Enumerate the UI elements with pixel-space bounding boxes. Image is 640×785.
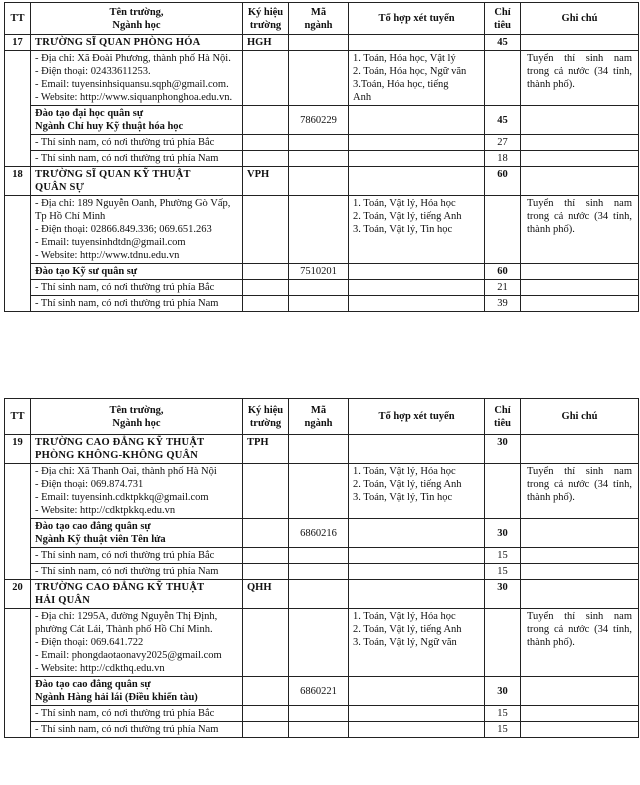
breakdown-quota: 21 bbox=[485, 280, 521, 296]
empty-cell bbox=[289, 196, 349, 264]
empty-cell bbox=[289, 35, 349, 51]
program-name bbox=[31, 677, 243, 706]
breakdown-label: - Thí sinh nam, có nơi thường trú phía Nam bbox=[31, 296, 243, 312]
breakdown-quota: 15 bbox=[485, 722, 521, 738]
empty-cell bbox=[521, 722, 639, 738]
combination-line: 1. Toán, Vật lý, Hóa học bbox=[353, 466, 456, 477]
empty-cell bbox=[243, 548, 289, 564]
quota-breakdown-row bbox=[5, 548, 639, 564]
empty-cell bbox=[243, 296, 289, 312]
empty-cell bbox=[289, 151, 349, 167]
empty-cell bbox=[521, 106, 639, 135]
empty-cell bbox=[243, 564, 289, 580]
program-line: Ngành Chỉ huy Kỹ thuật hóa học bbox=[35, 121, 184, 132]
header-note: Ghi chú bbox=[521, 399, 639, 435]
header-tt: TT bbox=[5, 3, 31, 35]
program-line: Ngành Kỹ thuật viên Tên lửa bbox=[35, 534, 166, 545]
header-school: Tên trường, Ngành học bbox=[31, 399, 243, 435]
major-code: 7510201 bbox=[289, 264, 349, 280]
empty-cell bbox=[289, 564, 349, 580]
empty-cell bbox=[521, 580, 639, 609]
contact-line: - Địa chỉ: Xã Thanh Oai, thành phố Hà Nội bbox=[35, 466, 217, 477]
header-note: Ghi chú bbox=[521, 3, 639, 35]
empty-cell bbox=[289, 435, 349, 464]
major-code: 6860216 bbox=[289, 519, 349, 548]
subject-combinations bbox=[349, 196, 485, 264]
subject-combinations bbox=[349, 464, 485, 519]
program-row bbox=[5, 106, 639, 135]
school-name bbox=[31, 35, 243, 51]
header-tt: TT bbox=[5, 399, 31, 435]
contact-line: - Địa chỉ: 189 Nguyễn Oanh, Phường Gò Vấp, Tp Hồ Chí Minh bbox=[35, 198, 231, 222]
empty-cell bbox=[243, 609, 289, 677]
empty-cell bbox=[485, 609, 521, 677]
header-quota: Chỉ tiêu bbox=[485, 3, 521, 35]
empty-cell bbox=[349, 135, 485, 151]
school-index: 18 bbox=[5, 167, 31, 196]
combination-line: 3.Toán, Hóa học, tiếng bbox=[353, 79, 449, 90]
program-line: Đào tạo cao đẳng quân sự bbox=[35, 679, 151, 690]
empty-cell bbox=[521, 151, 639, 167]
empty-cell bbox=[289, 280, 349, 296]
empty-cell bbox=[243, 135, 289, 151]
empty-cell bbox=[349, 106, 485, 135]
empty-cell bbox=[521, 519, 639, 548]
breakdown-quota: 15 bbox=[485, 548, 521, 564]
empty-cell bbox=[349, 722, 485, 738]
program-line: Đào tạo đại học quân sự bbox=[35, 108, 144, 119]
admission-note: Tuyển thí sinh nam trong cả nước (34 tỉnh, thành phố). bbox=[521, 196, 639, 264]
empty-cell bbox=[349, 677, 485, 706]
breakdown-label: - Thí sinh nam, có nơi thường trú phía Bắc bbox=[31, 548, 243, 564]
school-index: 17 bbox=[5, 35, 31, 51]
empty-cell bbox=[243, 106, 289, 135]
quota-breakdown-row bbox=[5, 296, 639, 312]
subject-combinations bbox=[349, 609, 485, 677]
header-combo: Tổ hợp xét tuyển bbox=[349, 3, 485, 35]
empty-cell bbox=[521, 167, 639, 196]
program-line: Đào tạo Kỹ sư quân sự bbox=[35, 266, 138, 277]
school-name-line: PHÒNG KHÔNG-KHÔNG QUÂN bbox=[35, 450, 199, 461]
header-school: Tên trường, Ngành học bbox=[31, 3, 243, 35]
empty-cell bbox=[243, 464, 289, 519]
combination-line: 2. Toán, Hóa học, Ngữ văn bbox=[353, 66, 467, 77]
program-quota: 60 bbox=[485, 264, 521, 280]
school-name-line: TRƯỜNG SĨ QUAN KỸ THUẬT bbox=[35, 169, 191, 180]
empty-cell bbox=[349, 167, 485, 196]
empty-cell bbox=[521, 564, 639, 580]
program-name bbox=[31, 264, 243, 280]
empty-cell bbox=[243, 196, 289, 264]
empty-cell bbox=[349, 564, 485, 580]
school-name-line: TRƯỜNG CAO ĐẲNG KỸ THUẬT bbox=[35, 582, 205, 593]
header-combo: Tổ hợp xét tuyển bbox=[349, 399, 485, 435]
school-quota: 45 bbox=[485, 35, 521, 51]
program-row bbox=[5, 677, 639, 706]
empty-cell bbox=[5, 464, 31, 580]
combination-line: 1. Toán, Vật lý, Hóa học bbox=[353, 198, 456, 209]
admission-note: Tuyển thí sinh nam trong cả nước (34 tỉnh, thành phố). bbox=[521, 609, 639, 677]
contact-line: - Điện thoại: 02433611253. bbox=[35, 66, 151, 77]
quota-breakdown-row bbox=[5, 135, 639, 151]
empty-cell bbox=[349, 548, 485, 564]
header-quota: Chỉ tiêu bbox=[485, 399, 521, 435]
empty-cell bbox=[521, 296, 639, 312]
combination-line: Anh bbox=[353, 92, 372, 103]
empty-cell bbox=[243, 51, 289, 106]
school-quota: 60 bbox=[485, 167, 521, 196]
breakdown-label: - Thí sinh nam, có nơi thường trú phía Bắc bbox=[31, 706, 243, 722]
admissions-table-2 bbox=[4, 398, 639, 738]
school-quota: 30 bbox=[485, 435, 521, 464]
program-quota: 45 bbox=[485, 106, 521, 135]
empty-cell bbox=[243, 280, 289, 296]
empty-cell bbox=[289, 548, 349, 564]
empty-cell bbox=[521, 548, 639, 564]
contact-line: - Điện thoại: 069.874.731 bbox=[35, 479, 144, 490]
breakdown-label: - Thí sinh nam, có nơi thường trú phía Nam bbox=[31, 564, 243, 580]
school-name-line: TRƯỜNG SĨ QUAN PHÒNG HÓA bbox=[35, 37, 201, 48]
school-code: VPH bbox=[243, 167, 289, 196]
empty-cell bbox=[521, 706, 639, 722]
combination-line: 3. Toán, Vật lý, Tin học bbox=[353, 492, 453, 503]
admission-note: Tuyển thí sinh nam trong cả nước (34 tỉnh, thành phố). bbox=[521, 464, 639, 519]
empty-cell bbox=[289, 609, 349, 677]
contact-line: - Email: tuyensinh.cdktpkkq@gmail.com bbox=[35, 492, 209, 503]
breakdown-quota: 27 bbox=[485, 135, 521, 151]
empty-cell bbox=[243, 677, 289, 706]
contact-line: - Email: tuyensinhdtdn@gmail.com bbox=[35, 237, 186, 248]
empty-cell bbox=[243, 519, 289, 548]
empty-cell bbox=[349, 280, 485, 296]
contact-line: - Website: http://www.tdnu.edu.vn bbox=[35, 250, 180, 261]
quota-breakdown-row bbox=[5, 564, 639, 580]
empty-cell bbox=[289, 706, 349, 722]
combination-line: 1. Toán, Hóa học, Vật lý bbox=[353, 53, 456, 64]
program-line: Ngành Hàng hải lái (Điều khiển tàu) bbox=[35, 692, 198, 703]
empty-cell bbox=[5, 196, 31, 312]
empty-cell bbox=[521, 35, 639, 51]
school-details-row bbox=[5, 464, 639, 519]
combination-line: 2. Toán, Vật lý, tiếng Anh bbox=[353, 479, 462, 490]
program-quota: 30 bbox=[485, 677, 521, 706]
breakdown-label: - Thí sinh nam, có nơi thường trú phía Bắc bbox=[31, 280, 243, 296]
empty-cell bbox=[289, 51, 349, 106]
empty-cell bbox=[485, 51, 521, 106]
contact-line: - Website: http://cdkthq.edu.vn bbox=[35, 663, 165, 674]
empty-cell bbox=[521, 135, 639, 151]
school-row bbox=[5, 435, 639, 464]
school-index: 20 bbox=[5, 580, 31, 609]
school-details-row bbox=[5, 196, 639, 264]
breakdown-quota: 39 bbox=[485, 296, 521, 312]
empty-cell bbox=[349, 706, 485, 722]
school-row bbox=[5, 35, 639, 51]
contact-line: - Email: tuyensinhsiquansu.sqph@gmail.com. bbox=[35, 79, 229, 90]
school-details-row bbox=[5, 51, 639, 106]
empty-cell bbox=[5, 609, 31, 738]
breakdown-label: - Thí sinh nam, có nơi thường trú phía Bắc bbox=[31, 135, 243, 151]
empty-cell bbox=[521, 264, 639, 280]
program-name bbox=[31, 519, 243, 548]
breakdown-quota: 18 bbox=[485, 151, 521, 167]
header-code: Ký hiệu trường bbox=[243, 3, 289, 35]
empty-cell bbox=[349, 264, 485, 280]
empty-cell bbox=[485, 196, 521, 264]
program-row bbox=[5, 264, 639, 280]
empty-cell bbox=[289, 135, 349, 151]
program-name bbox=[31, 106, 243, 135]
quota-breakdown-row bbox=[5, 706, 639, 722]
school-code: TPH bbox=[243, 435, 289, 464]
contact-line: - Website: http://cdktpkkq.edu.vn bbox=[35, 505, 176, 516]
combination-line: 1. Toán, Vật lý, Hóa học bbox=[353, 611, 456, 622]
empty-cell bbox=[349, 435, 485, 464]
school-code: QHH bbox=[243, 580, 289, 609]
school-quota: 30 bbox=[485, 580, 521, 609]
header-row bbox=[5, 3, 639, 35]
contact-line: - Địa chỉ: Xã Đoài Phương, thành phố Hà Nội. bbox=[35, 53, 231, 64]
contact-line: - Email: phongdaotaonavy2025@gmail.com bbox=[35, 650, 222, 661]
empty-cell bbox=[289, 580, 349, 609]
empty-cell bbox=[349, 519, 485, 548]
program-row bbox=[5, 519, 639, 548]
school-name bbox=[31, 435, 243, 464]
school-name-line: QUÂN SỰ bbox=[35, 182, 85, 193]
breakdown-quota: 15 bbox=[485, 706, 521, 722]
contact-details bbox=[31, 609, 243, 677]
empty-cell bbox=[243, 264, 289, 280]
header-row bbox=[5, 399, 639, 435]
subject-combinations bbox=[349, 51, 485, 106]
empty-cell bbox=[5, 51, 31, 167]
contact-details bbox=[31, 464, 243, 519]
header-major-code: Mã ngành bbox=[289, 3, 349, 35]
empty-cell bbox=[485, 464, 521, 519]
empty-cell bbox=[243, 706, 289, 722]
empty-cell bbox=[349, 35, 485, 51]
breakdown-label: - Thí sinh nam, có nơi thường trú phía Nam bbox=[31, 722, 243, 738]
quota-breakdown-row bbox=[5, 280, 639, 296]
school-code: HGH bbox=[243, 35, 289, 51]
contact-details bbox=[31, 51, 243, 106]
empty-cell bbox=[289, 296, 349, 312]
school-name bbox=[31, 167, 243, 196]
empty-cell bbox=[521, 280, 639, 296]
combination-line: 3. Toán, Vật lý, Ngữ văn bbox=[353, 637, 457, 648]
school-details-row bbox=[5, 609, 639, 677]
combination-line: 3. Toán, Vật lý, Tin học bbox=[353, 224, 453, 235]
empty-cell bbox=[521, 677, 639, 706]
header-major-code: Mã ngành bbox=[289, 399, 349, 435]
program-quota: 30 bbox=[485, 519, 521, 548]
admissions-table-1 bbox=[4, 2, 639, 312]
empty-cell bbox=[243, 151, 289, 167]
major-code: 6860221 bbox=[289, 677, 349, 706]
breakdown-quota: 15 bbox=[485, 564, 521, 580]
school-row bbox=[5, 580, 639, 609]
empty-cell bbox=[349, 580, 485, 609]
contact-line: - Điện thoại: 069.641.722 bbox=[35, 637, 144, 648]
school-row bbox=[5, 167, 639, 196]
quota-breakdown-row bbox=[5, 151, 639, 167]
admission-note: Tuyển thí sinh nam trong cả nước (34 tỉnh, thành phố). bbox=[521, 51, 639, 106]
contact-line: - Điện thoại: 02866.849.336; 069.651.263 bbox=[35, 224, 212, 235]
empty-cell bbox=[289, 167, 349, 196]
contact-line: - Địa chỉ: 1295A, đường Nguyễn Thị Định, phường Cát Lái, Thành phố Hồ Chí Minh. bbox=[35, 611, 218, 635]
empty-cell bbox=[349, 296, 485, 312]
combination-line: 2. Toán, Vật lý, tiếng Anh bbox=[353, 624, 462, 635]
program-line: Đào tạo cao đẳng quân sự bbox=[35, 521, 151, 532]
school-index: 19 bbox=[5, 435, 31, 464]
contact-line: - Website: http://www.siquanphonghoa.edu.vn. bbox=[35, 92, 233, 103]
empty-cell bbox=[521, 435, 639, 464]
school-name-line: HẢI QUÂN bbox=[35, 595, 90, 606]
empty-cell bbox=[289, 722, 349, 738]
combination-line: 2. Toán, Vật lý, tiếng Anh bbox=[353, 211, 462, 222]
school-name bbox=[31, 580, 243, 609]
empty-cell bbox=[243, 722, 289, 738]
empty-cell bbox=[289, 464, 349, 519]
contact-details bbox=[31, 196, 243, 264]
quota-breakdown-row bbox=[5, 722, 639, 738]
major-code: 7860229 bbox=[289, 106, 349, 135]
school-name-line: TRƯỜNG CAO ĐẲNG KỸ THUẬT bbox=[35, 437, 205, 448]
header-code: Ký hiệu trường bbox=[243, 399, 289, 435]
empty-cell bbox=[349, 151, 485, 167]
breakdown-label: - Thí sinh nam, có nơi thường trú phía Nam bbox=[31, 151, 243, 167]
